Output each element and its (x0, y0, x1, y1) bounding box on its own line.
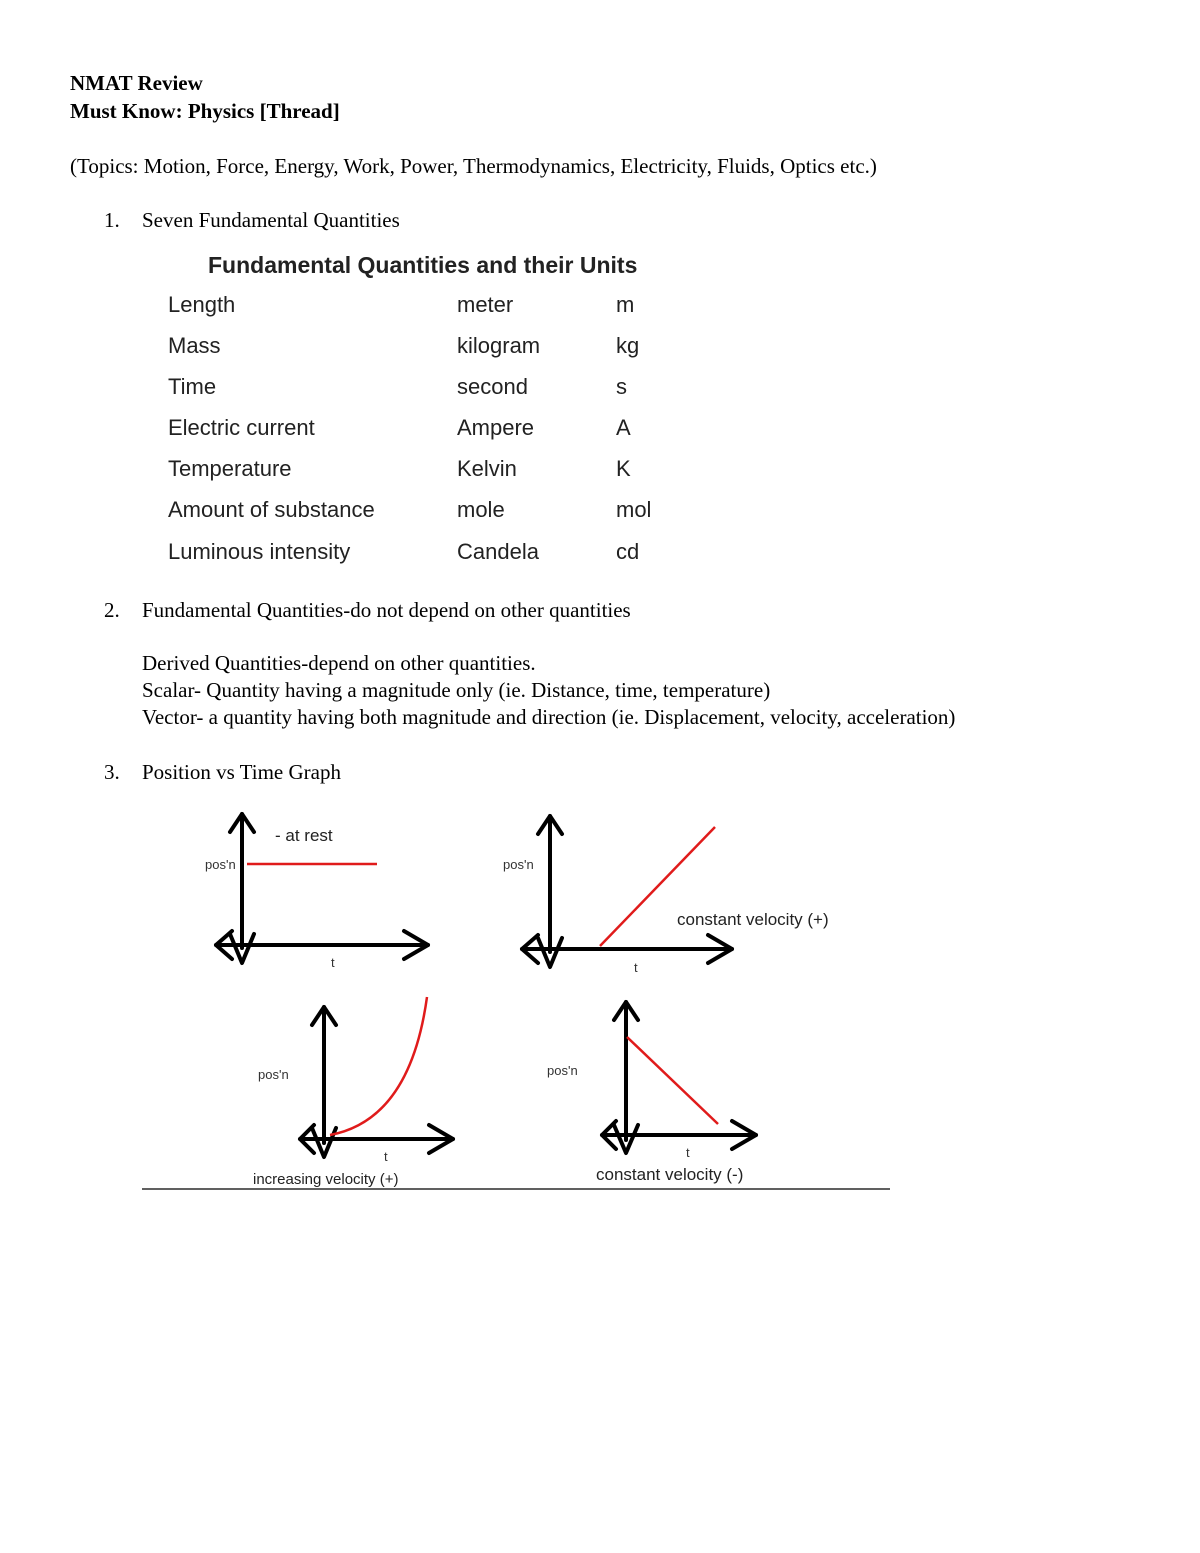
table-cell-unit: Candela (457, 539, 539, 564)
table-cell-unit: Kelvin (457, 456, 517, 481)
graph-constant-neg-axes (602, 1002, 756, 1153)
table-cell-quantity: Electric current (168, 415, 315, 440)
table-cell-quantity: Temperature (168, 456, 292, 481)
table-cell-quantity: Length (168, 292, 236, 317)
graph-constant-neg-line (627, 1037, 718, 1124)
table-cell-quantity: Luminous intensity (168, 539, 351, 564)
definition-vector: Vector- a quantity having both magnitude and direction (ie. Displacement, velocity, acceleration) (142, 705, 956, 729)
table-cell-quantity: Time (168, 374, 217, 399)
graph-at-rest (205, 814, 428, 970)
doc-subtitle: Must Know: Physics [Thread] (70, 99, 340, 123)
table-cell-symbol: s (616, 374, 627, 399)
table-cell-symbol: kg (616, 333, 640, 358)
table-cell-unit: meter (457, 292, 514, 317)
doc-title: NMAT Review (70, 71, 203, 95)
graph-constant-pos-xlabel: t (634, 960, 638, 975)
table-cell-quantity: Amount of substance (168, 497, 375, 522)
table-title: Fundamental Quantities and their Units (208, 252, 638, 278)
item-text-2: Fundamental Quantities-do not depend on other quantities (142, 598, 631, 622)
graph-increasing-xlabel: t (384, 1149, 388, 1164)
definition-derived: Derived Quantities-depend on other quantities. (142, 651, 536, 675)
graph-constant-neg-xlabel: t (686, 1145, 690, 1160)
table-cell-quantity: Mass (168, 333, 221, 358)
item-number-2: 2. (104, 598, 120, 622)
item-number-3: 3. (104, 760, 120, 784)
graph-constant-velocity-negative (547, 1002, 756, 1184)
graph-increasing-caption: increasing velocity (+) (253, 1171, 399, 1188)
table-cell-unit: Ampere (457, 415, 535, 440)
item-number-1: 1. (104, 208, 120, 232)
topics-line: (Topics: Motion, Force, Energy, Work, Power, Thermodynamics, Electricity, Fluids, Optics etc.) (70, 154, 877, 178)
item-text-3: Position vs Time Graph (142, 760, 341, 784)
table-cell-unit: second (457, 374, 528, 399)
graph-increasing-ylabel: pos'n (258, 1067, 289, 1082)
table-cell-unit: mole (457, 497, 505, 522)
graph-increasing-axes (300, 1007, 453, 1157)
graph-constant-pos-caption: constant velocity (+) (677, 910, 829, 929)
table-cell-symbol: A (616, 415, 631, 440)
table-cell-unit: kilogram (457, 333, 541, 358)
graph-at-rest-ylabel: pos'n (205, 857, 236, 872)
item-text-1: Seven Fundamental Quantities (142, 208, 400, 232)
table-cell-symbol: cd (616, 539, 640, 564)
graph-constant-pos-axes (522, 816, 732, 967)
graph-constant-velocity-positive (503, 816, 829, 975)
table-cell-symbol: K (616, 456, 631, 481)
graph-constant-neg-caption: constant velocity (-) (596, 1165, 744, 1184)
graph-constant-pos-ylabel: pos'n (503, 857, 534, 872)
definition-scalar: Scalar- Quantity having a magnitude only (ie. Distance, time, temperature) (142, 678, 771, 702)
table-cell-symbol: mol (616, 497, 652, 522)
graph-constant-neg-ylabel: pos'n (547, 1063, 578, 1078)
table-cell-symbol: m (616, 292, 635, 317)
graph-at-rest-caption: - at rest (275, 826, 333, 845)
graph-increasing-curve (330, 997, 427, 1135)
graph-increasing-velocity (253, 997, 453, 1188)
graph-at-rest-xlabel: t (331, 955, 335, 970)
